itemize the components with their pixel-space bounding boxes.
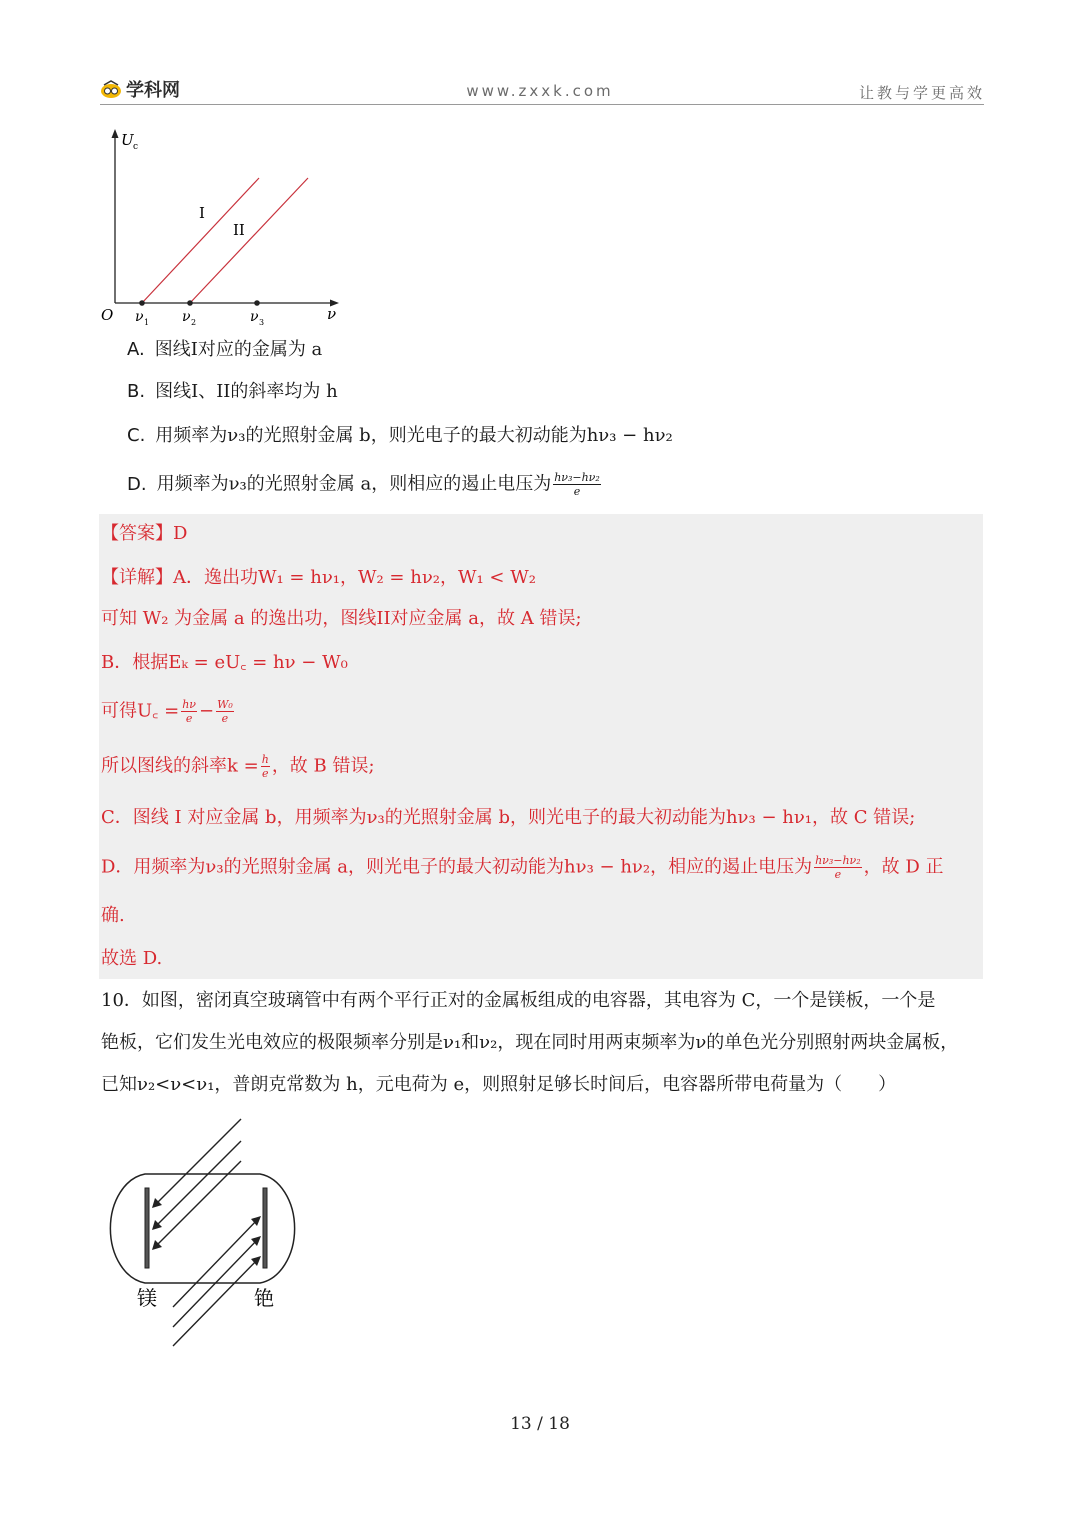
fraction-stop-voltage-num: hν₃−hν₂ [815, 854, 861, 867]
fraction-w0-e-den: e [221, 712, 229, 725]
header-divider [100, 104, 984, 105]
detail-line: 【详解】A．逸出功W₁ = hν₁，W₂ = hν₂，W₁ < W₂ [101, 567, 536, 588]
header-slogan: 让教与学更高效 [858, 84, 985, 102]
detail-line-5 [101, 753, 375, 780]
uc-frequency-graph [95, 125, 355, 330]
option-d-text: 用频率为ν₃的光照射金属 a，则相应的遏止电压为 [156, 473, 552, 495]
option-d-frac-den: e [573, 485, 581, 498]
tick-nu2: ν [182, 309, 191, 325]
detail-line-4 [101, 698, 236, 725]
option-b-label: B. [127, 381, 146, 402]
answer-line: 【答案】D [101, 523, 188, 544]
light-arrowheads-right [251, 1216, 261, 1266]
vacuum-tube-figure [100, 1112, 315, 1352]
fraction-h-e [261, 753, 270, 780]
detail-line-5-prefix: 所以图线的斜率k = [101, 755, 259, 777]
fraction-stop-voltage-den: e [834, 868, 842, 881]
option-d-frac-num: hν₃−hν₂ [554, 471, 600, 484]
tick-nu3-sub: 3 [259, 318, 265, 327]
line-I [142, 178, 259, 303]
fraction-hnu-e [181, 698, 197, 725]
option-a-text: 图线I对应的金属为 a [154, 339, 323, 360]
detail-line-7-prefix: D．用频率为ν₃的光照射金属 a，则光电子的最大初动能为hν₃ − hν₂，相应的遏止电压为 [101, 856, 813, 878]
detail-line-7-suffix: ，故 D 正 [863, 856, 944, 878]
question-10-line-3: 已知ν₂<ν<ν₁，普朗克常数为 h，元电荷为 e，则照射足够长时间后，电容器所带电荷量为（ ） [101, 1074, 897, 1095]
magnesium-plate [145, 1188, 149, 1268]
cesium-label: 铯 [254, 1286, 274, 1310]
option-d [127, 471, 603, 498]
detail-line-5-suffix: ，故 B 错误; [271, 755, 375, 777]
detail-line-9: 故选 D. [101, 948, 163, 969]
fraction-w0-e-num: W₀ [217, 698, 233, 711]
option-b [127, 379, 338, 405]
tick-nu2-sub: 2 [191, 318, 197, 327]
origin-label: O [101, 306, 114, 324]
detail-line-6: C．图线 I 对应金属 b，用频率为ν₃的光照射金属 b，则光电子的最大初动能为hν₃ − hν₁，故 C 错误; [101, 807, 916, 828]
detail-line-2: 可知 W₂ 为金属 a 的逸出功，图线II对应金属 a，故 A 错误; [101, 608, 582, 629]
fraction-stop-voltage [814, 854, 862, 881]
option-c [127, 423, 673, 449]
option-d-label: D. [127, 473, 147, 495]
y-axis-label-sub: c [133, 142, 139, 152]
nu1-point [139, 300, 145, 306]
detail-line-8: 确. [101, 905, 125, 926]
y-axis-arrow [112, 129, 119, 138]
light-rays-left [154, 1119, 241, 1248]
fraction-hnu-e-den: e [185, 712, 193, 725]
cesium-plate [263, 1188, 267, 1268]
question-10-line-2: 铯板，它们发生光电效应的极限频率分别是ν₁和ν₂，现在同时用两束频率为ν的单色光分别照射两块金属板， [101, 1032, 959, 1053]
nu3-point [254, 300, 260, 306]
line-I-label: I [199, 204, 205, 222]
fraction-h-e-den: e [262, 767, 269, 780]
logo-text: 学科网 [126, 80, 180, 101]
detail-line-7 [101, 854, 944, 881]
fraction-hnu-e-num: hν [182, 698, 196, 711]
minus-sign: − [198, 700, 215, 722]
page-number: 13 / 18 [510, 1414, 570, 1434]
option-c-label: C. [127, 425, 146, 446]
tick-nu1: ν [135, 309, 144, 325]
option-d-fraction [553, 471, 601, 498]
option-c-text: 用频率为ν₃的光照射金属 b，则光电子的最大初动能为hν₃ − hν₂ [155, 425, 673, 446]
option-b-text: 图线I、II的斜率均为 h [155, 381, 338, 402]
question-10-line-1: 10．如图，密闭真空玻璃管中有两个平行正对的金属板组成的电容器，其电容为 C，一个是镁板，一个是 [101, 990, 936, 1011]
option-a [127, 337, 322, 363]
nu2-point [187, 300, 193, 306]
magnesium-label: 镁 [137, 1286, 157, 1310]
light-rays-right [173, 1218, 259, 1346]
fraction-h-e-num: h [261, 753, 269, 766]
detail-line-3: B．根据Eₖ = eU꜀ = hν − W₀ [101, 652, 348, 673]
tick-nu3: ν [250, 309, 259, 325]
line-II [190, 178, 308, 303]
option-a-label: A. [127, 339, 145, 360]
fraction-w0-e [216, 698, 234, 725]
y-axis-label: U [121, 131, 134, 149]
line-II-label: II [233, 221, 245, 239]
header-url: www.zxxk.com [466, 82, 614, 100]
detail-line-4-prefix: 可得U꜀ = [101, 700, 180, 722]
tick-nu1-sub: 1 [144, 318, 150, 327]
x-axis-label: ν [327, 305, 337, 323]
